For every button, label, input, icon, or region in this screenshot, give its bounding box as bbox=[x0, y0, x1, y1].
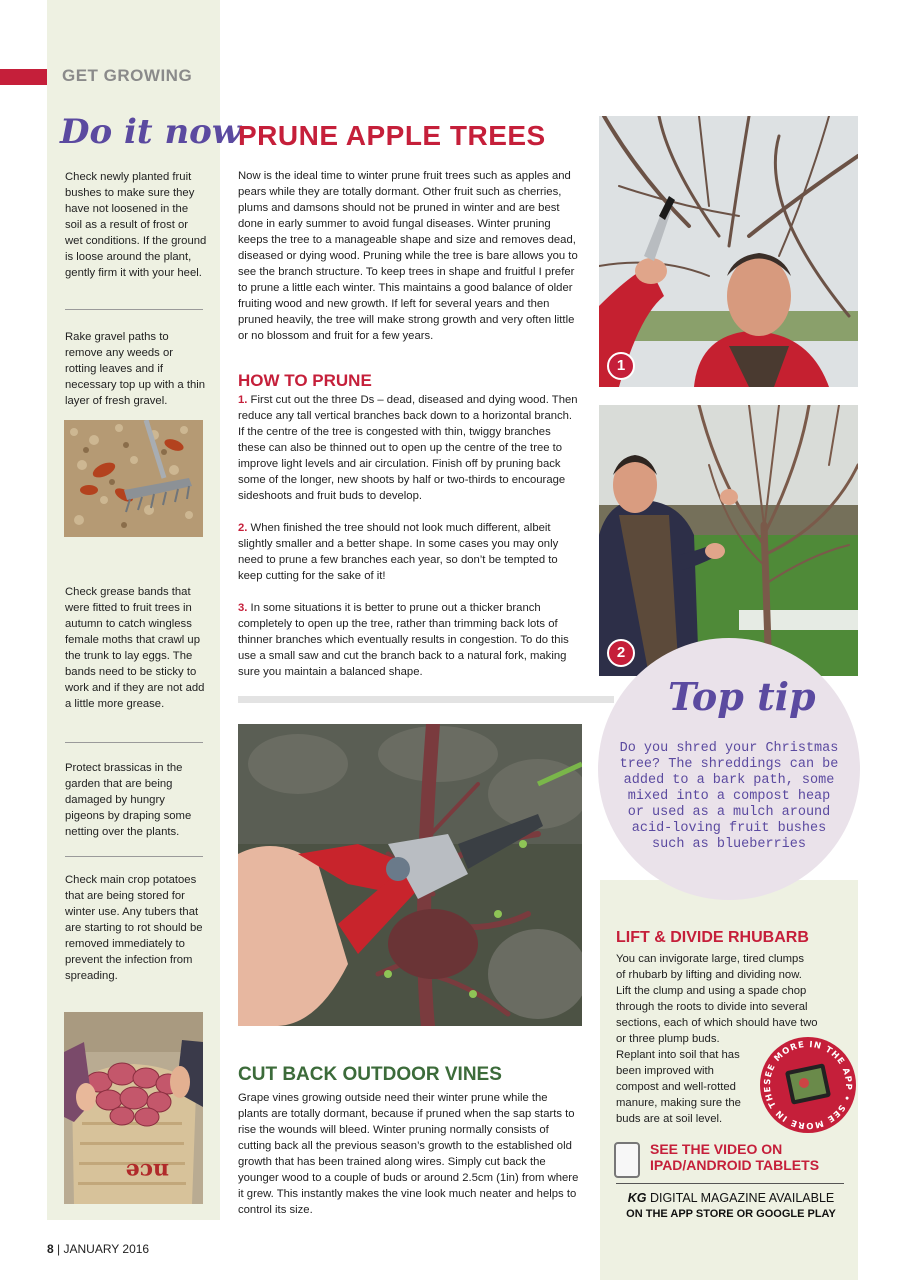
divider bbox=[65, 309, 203, 310]
step-number: 3. bbox=[238, 602, 248, 614]
step-3 bbox=[238, 600, 580, 680]
issue-date: JANUARY 2016 bbox=[63, 1242, 150, 1256]
section-marker bbox=[0, 69, 47, 85]
rhubarb-heading: LIFT & DIVIDE RHUBARB bbox=[616, 929, 809, 946]
top-tip-text: Do you shred your Christmas tree? The shreddings can be added to a bark path, some mixed into a compost heap or used as a mulch around acid-loving fruit bushes such as blueberries bbox=[619, 741, 839, 852]
page-footer: 8 | JANUARY 2016 bbox=[47, 1242, 150, 1256]
step-text: First cut out the three Ds – dead, diseased and dying wood. Then reduce any tall vertical branches back down to a horizontal branch. If the centre of the tree is congested with thin, twiggy branches these can also be thinned out to open up the centre of the tree to improve light levels and air circulation. Finish off by pruning back some of the longer, new shoots by half or two-thirds to encourage sideshoots and fruit buds to develop. bbox=[238, 394, 578, 502]
digital-edition-line bbox=[616, 1191, 846, 1205]
step-text: In some situations it is better to prune out a thicker branch completely to open up the tree, rather than trimming back lots of thinner branches which eventually results in congestion. To do this use a small saw and cut the branch back to a natural fork, making sure you maintain a balanced shape. bbox=[238, 602, 569, 678]
rhubarb-line: through the roots to divide into several bbox=[616, 1001, 808, 1013]
photo-label-2: 2 bbox=[607, 639, 635, 667]
sidebar-tip: Check main crop potatoes that are being stored for winter use. Any tubers that are starting to rot should be removed immediately to prevent the infection from spreading. bbox=[65, 874, 203, 982]
step-text: When finished the tree should not look much different, albeit slightly smaller and a better shape. In some cases you may only need to prune a few branches each year, so don’t be tempted to keep cutting for the sake of it! bbox=[238, 522, 559, 582]
article-intro: Now is the ideal time to winter prune fruit trees such as apples and pears while they are totally dormant. Other fruit such as cherries, plums and damsons should not be pruned in winter and are best done in early summer to avoid fungal diseases. Winter pruning keeps the tree to a manageable shape and size and removes dead, diseased or dying wood. Pruning while the tree is bare allows you to see the branch structure. To keep trees in shape and fruitful I prefer to prune a little each winter. This maintains a good balance of older fruiting wood and new growth. If left for several years and then pruned heavily, the tree will make strong growth and very often little or no blossom and fruit for a few years. bbox=[238, 170, 578, 342]
sidebar-title: Do it now bbox=[60, 112, 242, 152]
photo-label-1: 1 bbox=[607, 352, 635, 380]
section-label: GET GROWING bbox=[62, 66, 193, 85]
pruning-photo-2 bbox=[599, 405, 858, 676]
article-title: PRUNE APPLE TREES bbox=[238, 120, 546, 151]
page-number: 8 bbox=[47, 1242, 54, 1256]
divider-band bbox=[238, 696, 614, 703]
digital-edition-text: DIGITAL MAGAZINE AVAILABLE bbox=[646, 1191, 835, 1205]
see-more-in-app-badge[interactable] bbox=[760, 1037, 856, 1133]
video-promo[interactable] bbox=[650, 1141, 819, 1173]
rhubarb-line: sections, each of which should have two bbox=[616, 1017, 818, 1029]
step-number: 2. bbox=[238, 522, 248, 534]
vine-pruning-photo bbox=[238, 724, 582, 1026]
rhubarb-line: Replant into soil that has bbox=[616, 1049, 740, 1061]
store-availability: ON THE APP STORE OR GOOGLE PLAY bbox=[626, 1208, 836, 1220]
video-line-2: IPAD/ANDROID TABLETS bbox=[650, 1157, 820, 1173]
sidebar-tip: Protect brassicas in the garden that are being damaged by hungry pigeons by draping some netting over the plants. bbox=[65, 762, 192, 838]
svg-text:SEE MORE IN THE APP • SEE MORE: SEE MORE IN THE APP • SEE MORE IN THE bbox=[762, 1039, 854, 1131]
top-tip-title: Top tip bbox=[668, 674, 816, 719]
divider bbox=[616, 1183, 844, 1184]
vines-body: Grape vines growing outside need their winter prune while the plants are totally dormant, because if pruned when the sap starts to rise the wounds will bleed. Winter pruning normally consists of cutting back all the previous season’s growth to the established old growth that has been trained along wires. Simply cut back the younger wood to a couple of buds or around 2.5cm (1in) from where it grew. This instantly makes the vine look much neater and helps to control its size. bbox=[238, 1092, 579, 1216]
video-line-1: SEE THE VIDEO ON bbox=[650, 1141, 783, 1157]
gravel-rake-photo bbox=[64, 420, 203, 537]
tablet-icon bbox=[614, 1142, 640, 1178]
step-number: 1. bbox=[238, 394, 248, 406]
rhubarb-line: You can invigorate large, tired clumps bbox=[616, 953, 804, 965]
step-2 bbox=[238, 520, 580, 584]
sidebar-tip: Check newly planted fruit bushes to make sure they have not loosened in the soil as a result of frost or wet conditions. If the ground is loose around the plant, gently firm it with your heel. bbox=[65, 171, 207, 279]
rhubarb-line: or three plump buds. bbox=[616, 1033, 720, 1045]
pruning-photo-1 bbox=[599, 116, 858, 387]
rhubarb-line: buds are at soil level. bbox=[616, 1113, 723, 1125]
step-1 bbox=[238, 392, 580, 504]
sidebar-tip: Rake gravel paths to remove any weeds or rotting leaves and if necessary top up with a thin layer of fresh gravel. bbox=[65, 331, 206, 407]
kg-brand: KG bbox=[627, 1191, 647, 1205]
potatoes-photo bbox=[64, 1012, 203, 1204]
vines-heading: CUT BACK OUTDOOR VINES bbox=[238, 1064, 502, 1085]
rhubarb-line: manure, making sure the bbox=[616, 1097, 741, 1109]
rhubarb-line: compost and well-rotted bbox=[616, 1081, 736, 1093]
rhubarb-line: of rhubarb by lifting and dividing now. bbox=[616, 969, 802, 981]
how-to-prune-heading: HOW TO PRUNE bbox=[238, 371, 372, 390]
svg-text:nce: nce bbox=[125, 1158, 169, 1184]
rhubarb-line: been improved with bbox=[616, 1065, 714, 1077]
rhubarb-line: Lift the clump and using a spade chop bbox=[616, 985, 807, 997]
divider bbox=[65, 856, 203, 857]
sidebar-tip: Check grease bands that were fitted to fruit trees in autumn to catch wingless female moths that crawl up the trunk to lay eggs. The bands need to be sticky to work and if they are not add a little more grease. bbox=[65, 586, 205, 710]
divider bbox=[65, 742, 203, 743]
